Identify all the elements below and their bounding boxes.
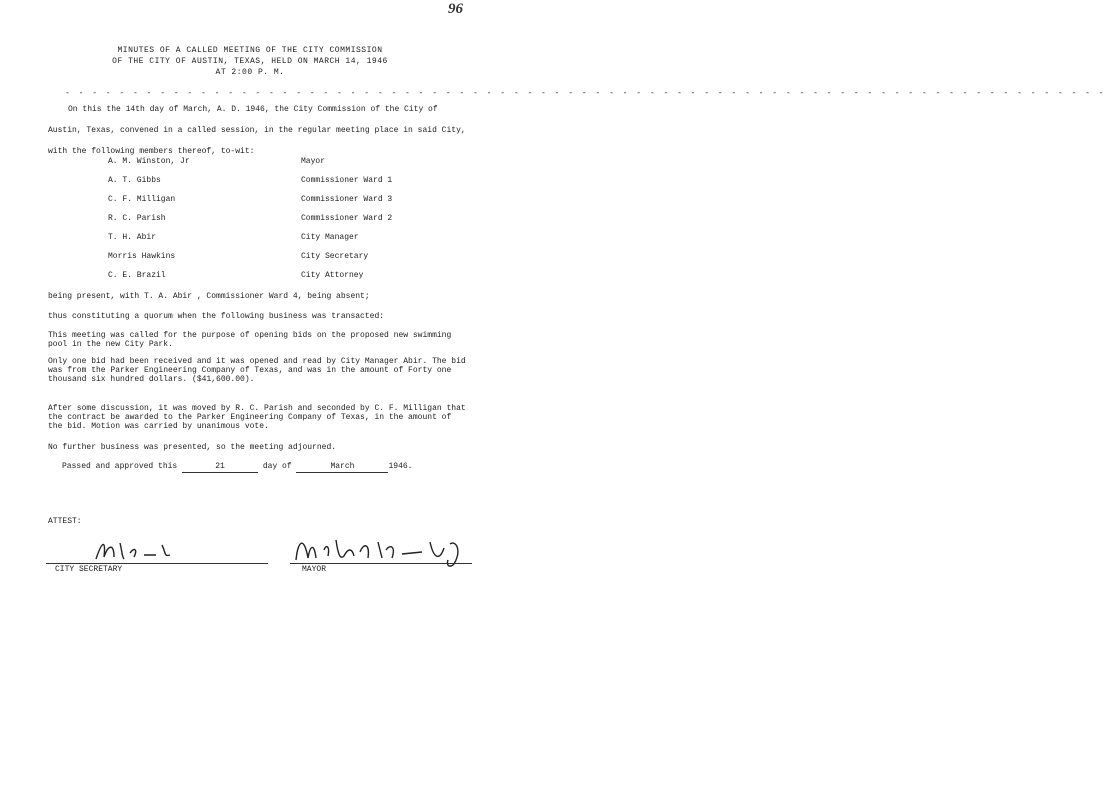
member-name: T. H. Abir — [108, 233, 157, 242]
mayor-title: MAYOR — [302, 565, 327, 574]
passed-day-blank: 21 — [182, 462, 258, 473]
member-title: City Manager — [301, 233, 359, 242]
city-secretary-signature — [92, 535, 182, 565]
member-name: R. C. Parish — [108, 214, 166, 223]
heading-line: OF THE CITY OF AUSTIN, TEXAS, HELD ON MARCH 14, 1946 — [112, 57, 388, 66]
member-title: City Secretary — [301, 252, 369, 261]
member-name: A. T. Gibbs — [108, 176, 161, 185]
page-number: 96 — [448, 1, 463, 17]
heading-line: MINUTES OF A CALLED MEETING OF THE CITY COMMISSION — [117, 46, 383, 55]
roster-row — [108, 214, 408, 233]
attest-label: ATTEST: — [48, 517, 82, 526]
roster-row — [108, 233, 408, 252]
member-title: Commissioner Ward 2 — [301, 214, 393, 223]
member-title: Mayor — [301, 157, 326, 166]
member-name: A. M. Winston, Jr — [108, 157, 190, 166]
member-name: Morris Hawkins — [108, 252, 176, 261]
passed-suffix: 1946. — [388, 462, 413, 471]
roster-row — [108, 252, 408, 271]
passed-prefix: Passed and approved this — [62, 462, 178, 471]
member-title: City Attorney — [301, 271, 364, 280]
purpose-paragraph: This meeting was called for the purpose of opening bids on the proposed new swimming pool in the new City Park. — [48, 331, 452, 349]
passed-mid: day of — [262, 462, 292, 471]
member-title: Commissioner Ward 1 — [301, 176, 393, 185]
roster-row — [108, 271, 408, 290]
member-title: Commissioner Ward 3 — [301, 195, 393, 204]
roster-row — [108, 157, 408, 176]
bid-paragraph: Only one bid had been received and it was opened and read by City Manager Abir. The bid was from the Parker Engineering Company of Texas, and was in the amount of Forty one thousand six hundred dollars. ($41,600.00). — [48, 357, 466, 384]
absent-statement: being present, with T. A. Abir , Commissioner Ward 4, being absent; — [48, 292, 370, 301]
member-name: C. F. Milligan — [108, 195, 176, 204]
members-roster — [108, 157, 408, 290]
heading-line: AT 2:00 P. M. — [215, 68, 285, 77]
city-secretary-title: CITY SECRETARY — [55, 565, 123, 574]
quorum-statement: thus constituting a quorum when the following business was transacted: — [48, 312, 385, 321]
minutes-heading — [100, 46, 400, 79]
mayor-signature-line — [290, 563, 472, 564]
city-secretary-signature-line — [46, 563, 268, 564]
motion-paragraph: After some discussion, it was moved by R. C. Parish and seconded by C. F. Milligan that the contract be awarded to the Parker Engineering Company of Texas, in the amount of the bid. Motion was carried by unanimous vote. — [48, 404, 466, 431]
adjournment-line: No further business was presented, so the meeting adjourned. — [48, 443, 337, 452]
member-name: C. E. Brazil — [108, 271, 166, 280]
opening-paragraph: On this the 14th day of March, A. D. 1946, the City Commission of the City of Austin, Texas, convened in a called session, in the regular meeting place in said City, with the following members thereof, to-wit: — [48, 105, 466, 156]
roster-row — [108, 195, 408, 214]
passed-approved-line — [62, 462, 412, 473]
mayor-signature — [290, 530, 475, 570]
dashed-separator: - - - - - - - - - - - - - - - - - - - - - - - - - - - - - - - - - - - - - - - - - - - - - - - - - - - - - - - - - - - - - - - - - - - - - - - - - - - - - — [65, 89, 1106, 98]
passed-month-blank: March — [296, 462, 388, 473]
roster-row — [108, 176, 408, 195]
